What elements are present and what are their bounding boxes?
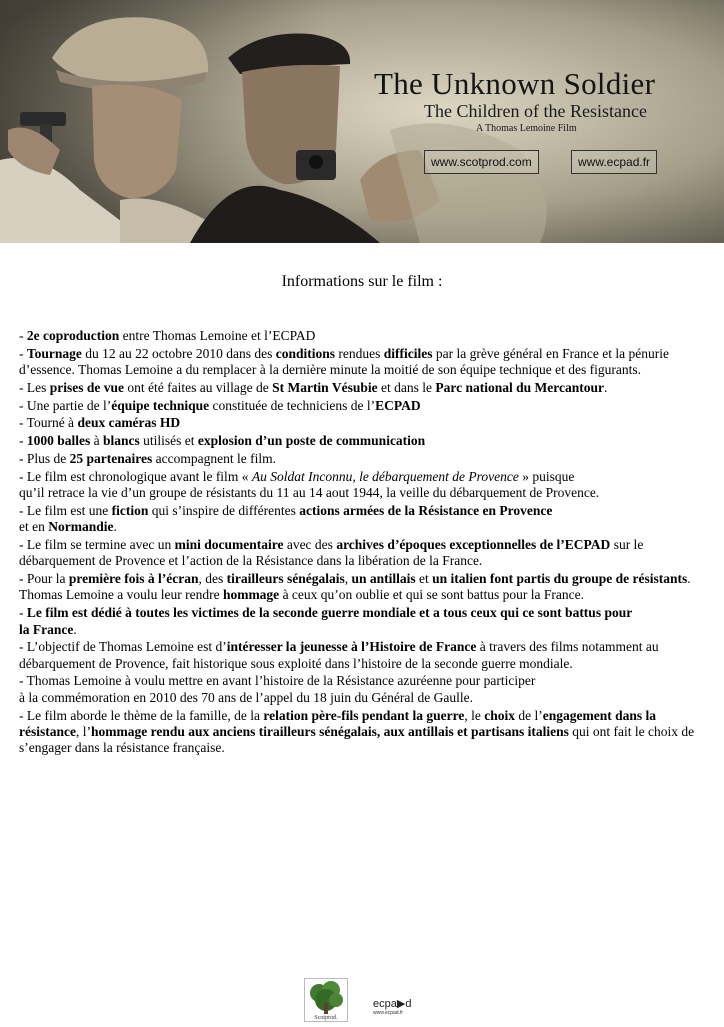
bullet-text-segment: un antillais [351,571,416,587]
bullet-text-segment: fiction [111,502,149,518]
bullet-text-segment: qu’il retrace la vie d’un groupe de résistants du 11 au 14 aout 1944, la veille du débarquement de Provence. [19,485,600,501]
header-banner [0,0,724,243]
bullet-text-segment: Thomas Lemoine à voulu mettre en avant l’histoire de la Résistance azuréenne pour participer [26,673,536,689]
info-bullet: - Plus de 25 partenaires accompagnent le film. [19,451,276,467]
bullet-text-segment: Pour la [26,571,69,587]
bullet-text-segment: Le film se termine avec un [26,537,175,553]
bullet-text-segment: deux caméras HD [77,415,181,431]
bullet-text-segment: , le [464,707,485,723]
bullet-text-segment: Parc national du Mercantour [435,379,604,395]
bullet-text-segment: 25 partenaires [69,451,153,467]
bullet-text-segment: qui s’inspire de différentes [148,502,300,518]
bullet-text-segment: qui ont fait le choix de s’engager dans la résistance française. [19,723,695,756]
info-bullet: - 1000 balles à blancs utilisés et explosion d’un poste de communication [19,433,426,449]
bullet-text-segment: . [603,379,608,395]
bullet-text-segment: » puisque [518,468,575,484]
bullet-text-segment: Tournage [26,345,82,361]
bullet-text-segment: hommage rendu aux anciens tirailleurs sénégalais, aux antillais et partisans italiens [90,723,569,739]
bullet-text-segment: conditions [275,345,336,361]
bullet-text-segment: équipe technique [111,397,210,413]
bullet-text-segment: actions armées de la Résistance en Provence [299,502,553,518]
movie-credit: A Thomas Lemoine Film [476,123,577,134]
page-heading: Informations sur le film : [281,273,443,290]
info-bullet: - Tournage du 12 au 22 octobre 2010 dans des conditions rendues difficiles par la grève général en France et la pénurie d’essence. Thomas Lemoine a du remplacer à la dernière minute la moitié de son équipe technique et des figurants. [19,345,669,378]
info-bullet: - 2e coproduction entre Thomas Lemoine et l’ECPAD [19,328,316,343]
bullet-text-segment: Au Soldat Inconnu, le débarquement de Provence [251,468,519,484]
scotprod-logo [304,978,348,1022]
bullet-text-segment: accompagnent le film. [152,451,276,467]
info-bullet: - Les prises de vue ont été faites au village de St Martin Vésubie et dans le Parc national du Mercantour. [19,379,608,395]
bullet-text-segment: prises de vue [49,379,124,395]
bullet-text-segment: engagement dans la résistance [19,707,657,739]
bullet-text-segment: Le film aborde le thème de la famille, de la [26,707,264,723]
bullet-text-segment: Le film est chronologique avant le film « [26,468,252,484]
bullet-text-segment: à la commémoration en 2010 des 70 ans de l’appel du 18 juin du Général de Gaulle. [19,689,473,705]
info-bullet: - Le film est dédié à toutes les victimes de la seconde guerre mondiale et a tous ceux qui ce sont battus pour la France. [19,605,633,637]
bullet-text-segment: à [90,433,104,449]
bullet-text-segment: 2e coproduction [26,328,120,343]
bullet-text-segment: . [113,519,117,535]
bullet-text-segment: un italien font partis du groupe de résistants [432,571,688,587]
ecpad-website-link[interactable]: www.ecpad.fr [571,150,657,174]
bullet-text-segment: du 12 au 22 octobre 2010 dans des [81,345,276,361]
movie-subtitle: The Children of the Resistance [424,101,647,121]
bullet-text-segment: choix [484,707,516,723]
bullet-text-segment: Le film est une [26,502,112,518]
bullet-text-segment: constituée de techniciens de l’ [209,397,376,413]
bullet-text-segment: sur le débarquement de Provence et l’action de la Résistance dans la libération de la France. [19,537,644,569]
bullet-text-segment: intéresser la jeunesse à l’Histoire de France [226,639,477,655]
bullet-text-segment: . [73,621,77,637]
bullet-text-segment: ont été faites au village de [124,379,273,395]
bullet-text-segment: ECPAD [375,397,421,413]
bullet-text-segment: 1000 balles [26,433,91,449]
bullet-text-segment: St Martin Vésubie [272,379,378,395]
scotprod-logo-text: Scotprod. [314,1015,338,1021]
bullet-text-segment: Le film est dédié à toutes les victimes de la seconde guerre mondiale et a tous ceux qui ce sont battus pour [26,605,633,621]
bullet-text-segment: L’objectif de Thomas Lemoine est d’ [26,639,227,655]
bullet-text-segment: Une partie de l’ [26,397,112,413]
bullet-text-segment: mini documentaire [174,537,284,553]
info-bullet: - Le film est chronologique avant le film « Au Soldat Inconnu, le débarquement de Provence » puisque qu’il retrace la vie d’un groupe de résistants du 11 au 14 aout 1944, la veille du débarquement de Provence. [19,468,600,501]
bullet-text-segment: et dans le [377,379,436,395]
bullet-text-segment: rendues [335,345,384,361]
bullet-text-segment: avec des [283,537,337,553]
scotprod-website-link[interactable]: www.scotprod.com [424,150,539,174]
ecpad-logo-name: ecpa▶d [373,998,412,1010]
info-bullet: - Tourné à deux caméras HD [19,415,181,431]
info-bullet: - Thomas Lemoine à voulu mettre en avant l’histoire de la Résistance azuréenne pour participer à la commémoration en 2010 des 70 ans de l’appel du 18 juin du Général de Gaulle. [19,673,536,705]
bullet-text-segment: et en [19,519,49,535]
ecpad-logo-url: www.ecpad.fr [373,1010,404,1016]
bullet-text-segment: première fois à l’écran [68,571,199,587]
bullet-text-segment: à ceux qu’on oublie et qui se sont battus pour la France. [279,587,584,603]
bullet-text-segment: entre Thomas Lemoine et l’ECPAD [119,328,316,343]
info-bullet: - L’objectif de Thomas Lemoine est d’intéresser la jeunesse à l’Histoire de France à travers des films notamment au débarquement de Provence, fait historique sous exploité dans l’histoire de la seconde guerre mondiale. [19,639,659,671]
info-bullet: - Le film se termine avec un mini documentaire avec des archives d’époques exceptionnelles de l’ECPAD sur le débarquement de Provence et l’action de la Résistance dans la libération de la France. [19,537,644,569]
bullet-text-segment: et [415,571,433,587]
bullet-text-segment: , l’ [75,723,91,739]
bullet-text-segment: blancs [103,433,140,449]
film-info-list [19,328,709,758]
bullet-text-segment: archives d’époques exceptionnelles de l’ECPAD [336,537,611,553]
bullet-text-segment: la France [19,621,74,637]
bullet-text-segment: Les [26,379,50,395]
bullet-text-segment: Tourné à [26,415,78,431]
bullet-text-segment: hommage [222,587,280,603]
bullet-text-segment: , [344,571,352,587]
info-bullet: - Pour la première fois à l’écran, des tirailleurs sénégalais, un antillais et un italien font partis du groupe de résistants. Thomas Lemoine a voulu leur rendre hommage à ceux qu’on oublie et qui se sont battus pour la France. [19,571,691,603]
bullet-text-segment: utilisés et [139,433,198,449]
bullet-text-segment: tirailleurs sénégalais [226,571,345,587]
bullet-text-segment: de l’ [515,707,543,723]
ecpad-logo [373,997,411,1016]
bullet-text-segment: . Thomas Lemoine a voulu leur rendre [19,571,691,603]
bullet-text-segment: relation père-fils pendant la guerre [263,707,465,723]
bullet-text-segment: Plus de [26,451,70,467]
bullet-text-segment: , des [198,571,227,587]
bullet-text-segment: à travers des films notamment au débarquement de Provence, fait historique sous exploité dans l’histoire de la seconde guerre mondiale. [19,639,659,671]
bullet-text-segment: difficiles [383,345,433,361]
movie-title: The Unknown Soldier [374,66,656,101]
info-bullet: - Une partie de l’équipe technique constituée de techniciens de l’ECPAD [19,397,421,413]
bullet-text-segment: explosion d’un poste de communication [197,433,426,449]
bullet-text-segment: Normandie [48,519,114,535]
info-bullet: - Le film est une fiction qui s’inspire de différentes actions armées de la Résistance en Provence et en Normandie. [19,502,553,535]
bullet-text-segment: par la grève général en France et la pénurie d’essence. Thomas Lemoine a du remplacer à la dernière minute la moitié de son équipe technique et des figurants. [19,345,669,378]
scotprod-tree-icon [304,978,348,1022]
info-bullet: - Le film aborde le thème de la famille, de la relation père-fils pendant la guerre, le choix de l’engagement dans la résistance, l’hommage rendu aux anciens tirailleurs sénégalais, aux antillais et partisans italiens qui ont fait le choix de s’engager dans la résistance française. [19,707,695,756]
